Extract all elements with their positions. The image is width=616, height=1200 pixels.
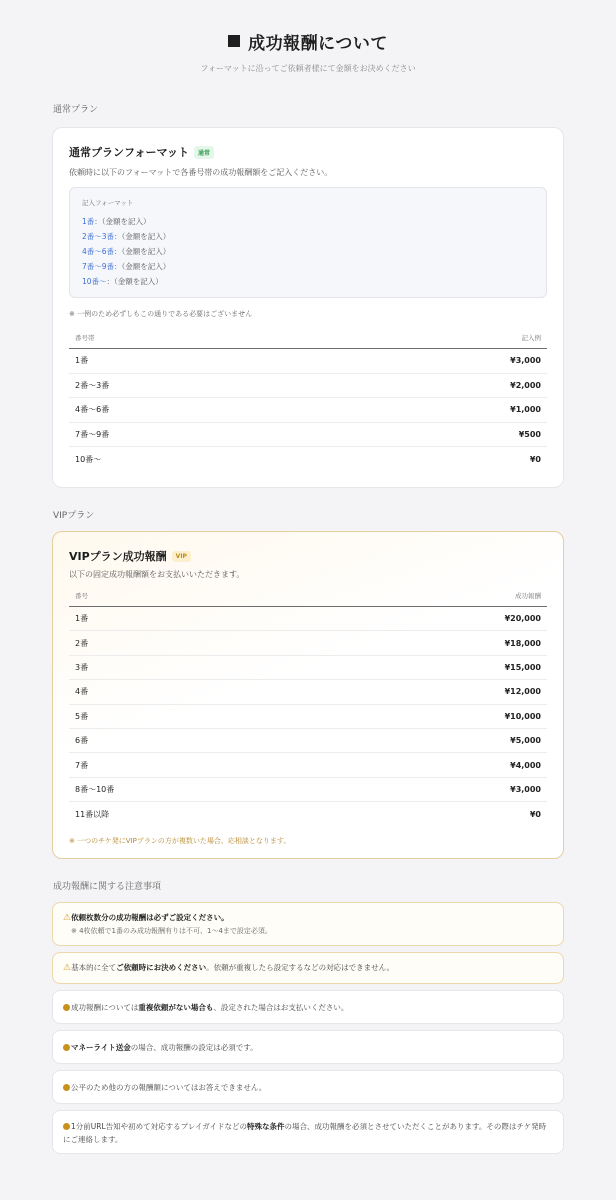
table-row [69, 422, 547, 447]
bullet-icon [63, 1004, 70, 1011]
vip-badge: VIP [172, 551, 191, 562]
format-rest: ：（金額を記入） [94, 217, 151, 226]
page-title-text: 成功報酬について [248, 33, 388, 54]
row-value: ¥12,000 [315, 680, 547, 704]
table-header-row [69, 584, 547, 607]
vip-plan-note: ※ 一つのチケ発にVIPプランの方が複数いた場合、応相談となります。 [69, 837, 291, 846]
table-header-row [69, 326, 547, 349]
notice-bold: 重複依頼がない場合も [138, 1002, 214, 1012]
notice-text: 、設定された場合はお支払いください。 [213, 1002, 349, 1012]
row-label: 1番 [69, 607, 315, 631]
row-value: ¥18,000 [315, 631, 547, 655]
format-rest: ：（金額を記入） [114, 247, 171, 256]
table-row [69, 607, 547, 631]
bullet-icon [63, 1123, 70, 1130]
row-value: ¥15,000 [315, 655, 547, 679]
row-label: 3番 [69, 655, 315, 679]
row-value: ¥500 [317, 422, 547, 447]
table-row [69, 373, 547, 398]
table-row [69, 802, 547, 826]
section-label-notices: 成功報酬に関する注意事項 [53, 882, 162, 893]
notice-item [52, 1110, 564, 1154]
section-label-normal: 通常プラン [53, 105, 99, 115]
normal-plan-table [69, 326, 547, 471]
table-row [69, 447, 547, 472]
notice-item [52, 952, 564, 984]
notice-sub: ※ 4枚依頼で1番のみ成功報酬有りは不可、1〜4まで設定必須。 [71, 926, 272, 935]
notice-text: 成功報酬については [71, 1002, 139, 1012]
vip-plan-title [69, 548, 547, 564]
table-row [69, 655, 547, 679]
row-label: 5番 [69, 704, 315, 728]
normal-plan-card [52, 127, 564, 488]
vip-plan-description: 以下の固定成功報酬額をお支払いいただきます。 [69, 570, 245, 579]
notice-text: の場合、成功報酬を必須とさせていただくことがあります。その際はチケ発時にご連絡します。 [63, 1122, 547, 1145]
format-range: 2番〜3番 [82, 232, 115, 241]
notice-text: 公平のため他の方の報酬額についてはお答えできません。 [71, 1082, 267, 1092]
bullet-icon [63, 1044, 70, 1051]
format-row [82, 274, 534, 289]
table-header: 記入例 [317, 326, 547, 349]
format-rest: ：（金額を記入） [106, 277, 163, 286]
format-row [82, 259, 534, 274]
page-subtitle: フォーマットに沿ってご依頼者様にて金額をお決めください [200, 64, 416, 73]
format-range: 7番〜9番 [82, 262, 115, 271]
format-range: 10番〜 [82, 277, 107, 286]
page-header [52, 0, 564, 74]
row-label: 2番〜3番 [69, 373, 317, 398]
normal-plan-note: ※ 一例のため必ずしもこの通りである必要はございません [69, 310, 253, 318]
format-box [69, 187, 547, 298]
notice-text: 1分前URL告知や初めて対応するプレイガイドなどの [71, 1122, 248, 1132]
format-row [82, 214, 534, 229]
notice-text: 基本的に全て [71, 963, 117, 973]
format-row [82, 229, 534, 244]
row-value: ¥5,000 [315, 728, 547, 752]
format-rest: ：（金額を記入） [114, 262, 171, 271]
warning-icon: ⚠ [63, 963, 72, 974]
format-range: 4番〜6番 [82, 247, 115, 256]
notice-bold: ご依頼時にお決めください [116, 963, 207, 973]
row-value: ¥20,000 [315, 607, 547, 631]
row-label: 7番 [69, 753, 315, 777]
notice-bold: 依頼枚数分の成功報酬は必ずご設定ください。 [71, 912, 229, 922]
notice-item [52, 902, 564, 946]
row-value: ¥10,000 [315, 704, 547, 728]
row-label: 1番 [69, 349, 317, 374]
row-value: ¥3,000 [317, 349, 547, 374]
table-row [69, 349, 547, 374]
row-label: 4番 [69, 680, 315, 704]
normal-plan-title [69, 144, 547, 160]
row-label: 8番〜10番 [69, 777, 315, 801]
vip-plan-title-text: VIPプラン成功報酬 [69, 550, 167, 563]
section-label-vip: VIPプラン [53, 511, 95, 521]
format-row [82, 244, 534, 259]
row-value: ¥4,000 [315, 753, 547, 777]
notice-item [52, 990, 564, 1024]
row-value: ¥0 [529, 809, 541, 819]
row-value: ¥0 [529, 454, 541, 464]
notice-text: 。依頼が重複したら設定するなどの対応はできません。 [206, 963, 395, 973]
row-label: 4番〜6番 [69, 398, 317, 423]
notice-bold: 特殊な条件 [247, 1122, 285, 1132]
table-header: 成功報酬 [315, 584, 547, 607]
table-header: 番号帯 [69, 326, 317, 349]
normal-plan-title-text: 通常プランフォーマット [69, 146, 190, 159]
row-label: 7番〜9番 [69, 422, 317, 447]
row-label: 2番 [69, 631, 315, 655]
table-row [69, 753, 547, 777]
normal-badge: 通常 [194, 146, 214, 159]
notice-item [52, 1070, 564, 1104]
format-range: 1番 [82, 217, 95, 226]
row-value: ¥1,000 [317, 398, 547, 423]
table-row [69, 631, 547, 655]
row-value: ¥2,000 [317, 373, 547, 398]
notice-item [52, 1030, 564, 1064]
table-row [69, 728, 547, 752]
row-value: ¥3,000 [315, 777, 547, 801]
table-row [69, 704, 547, 728]
row-label: 11番以降 [75, 809, 110, 819]
row-label: 10番〜 [75, 454, 102, 464]
format-box-title: 記入フォーマット [82, 199, 134, 207]
warning-icon: ⚠ [63, 912, 72, 923]
normal-plan-description: 依頼時に以下のフォーマットで各番号帯の成功報酬額をご記入ください。 [69, 168, 333, 177]
notice-text: の場合、成功報酬の設定は必須です。 [130, 1042, 258, 1052]
table-row [69, 398, 547, 423]
table-row [69, 680, 547, 704]
page-title [228, 30, 388, 52]
notice-bold: マネーライト送金 [71, 1042, 131, 1052]
table-row [69, 777, 547, 801]
vip-plan-table [69, 584, 547, 826]
format-rest: ：（金額を記入） [114, 232, 171, 241]
table-header: 番号 [69, 584, 315, 607]
bullet-icon [63, 1084, 70, 1091]
row-label: 6番 [69, 728, 315, 752]
vip-plan-card [52, 531, 564, 859]
square-icon [228, 35, 240, 47]
